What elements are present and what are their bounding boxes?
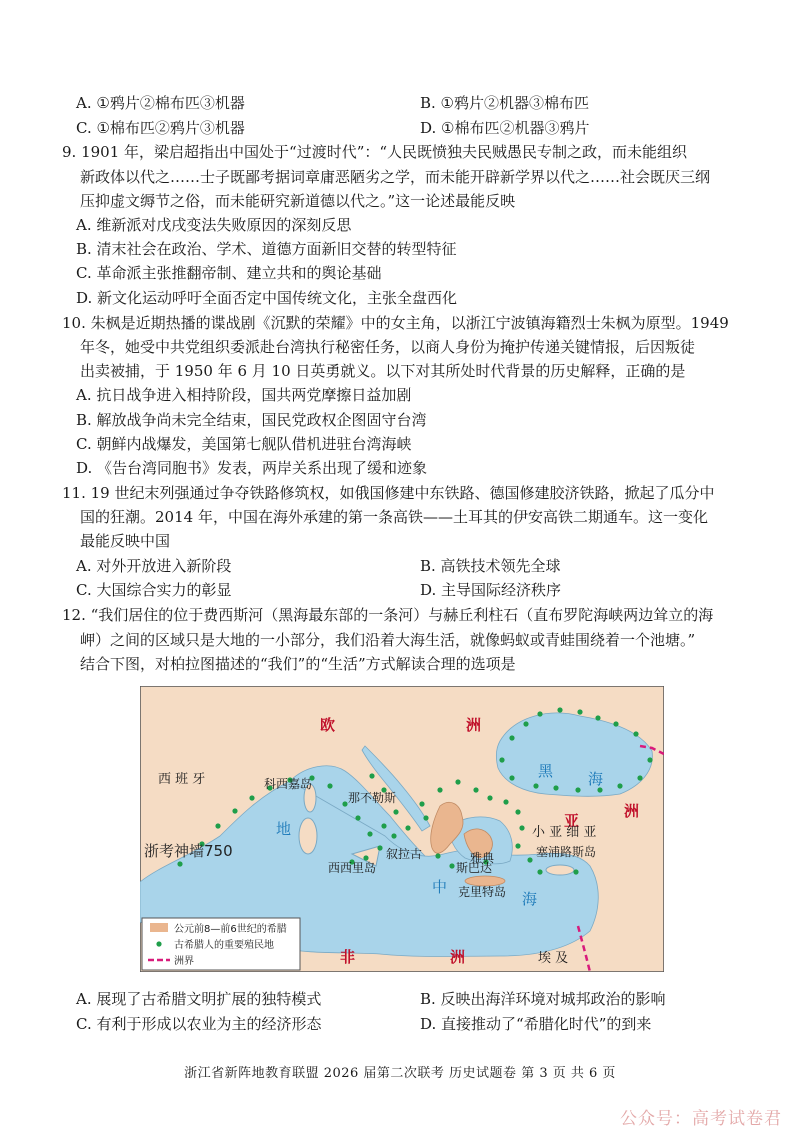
q9-option-b: B. 清末社会在政治、学术、道德方面新旧交替的转型特征 (76, 240, 457, 258)
q10-stem-line-3: 出卖被捕，于 1950 年 6 月 10 日英勇就义。以下对其所处时代背景的历史解释，正确的是 (80, 362, 686, 380)
label-africa-2: 洲 (450, 948, 466, 966)
q12-option-d: D. 直接推动了“希腊化时代”的到来 (420, 1015, 652, 1033)
sardinia-shape (299, 818, 317, 854)
label-black-sea-1: 黑 (538, 762, 554, 780)
q10-option-a: A. 抗日战争进入相持阶段，国共两党摩擦日益加剧 (76, 386, 412, 404)
label-athens: 雅典 (470, 851, 495, 865)
label-egypt: 埃 及 (538, 951, 569, 966)
q11-option-b: B. 高铁技术领先全球 (420, 557, 561, 575)
label-sicily: 西西里岛 (328, 861, 377, 875)
label-sea-zhong: 中 (432, 878, 448, 896)
page-footer: 浙江省新阵地教育联盟 2026 届第二次联考 历史试题卷 第 3 页 共 6 页 (184, 1066, 616, 1081)
label-asia-1: 亚 (564, 812, 580, 830)
label-europe-1: 欧 (320, 716, 336, 734)
label-naples: 那不勒斯 (348, 791, 397, 805)
mediterranean-colonies-map (140, 686, 664, 972)
q10-option-c: C. 朝鲜内战爆发，美国第七舰队借机进驻台湾海峡 (76, 435, 412, 453)
stamp-text: 浙考神墙750 (144, 842, 233, 860)
cyprus-shape (546, 865, 574, 875)
q10-option-b: B. 解放战争尚未完全结束，国民党政权企图固守台湾 (76, 411, 427, 429)
q12-option-b: B. 反映出海洋环境对城邦政治的影响 (420, 990, 666, 1008)
watermark-text: 公众号：高考试卷君 (620, 1109, 782, 1129)
q11-option-c: C. 大国综合实力的彰显 (76, 581, 232, 599)
label-syracuse: 叙拉古 (386, 847, 423, 861)
q11-option-d: D. 主导国际经济秩序 (420, 581, 562, 599)
label-cyprus: 塞浦路斯岛 (536, 845, 597, 859)
q12-option-c: C. 有利于形成以农业为主的经济形态 (76, 1015, 322, 1033)
legend-greece-swatch (150, 923, 168, 932)
q9-option-a: A. 维新派对戊戌变法失败原因的深刻反思 (76, 216, 352, 234)
legend-colony-dot (156, 941, 161, 946)
q11-stem-line-2: 国的狂潮。2014 年，中国在海外承建的第一条高铁——土耳其的伊安高铁二期通车。这一变化 (80, 508, 708, 526)
label-corsica: 科西嘉岛 (264, 777, 313, 791)
q11-option-a: A. 对外开放进入新阶段 (76, 557, 232, 575)
label-sea-di: 地 (276, 820, 292, 838)
q10-stem-line-1: 10. 朱枫是近期热播的谍战剧《沉默的荣耀》中的女主角，以浙江宁波镇海籍烈士朱枫为原型。1949 (62, 314, 729, 332)
q8-option-d: D. ①棉布匹②机器③鸦片 (420, 119, 590, 137)
q12-option-a: A. 展现了古希腊文明扩展的独特模式 (76, 990, 322, 1008)
q8-option-a: A. ①鸦片②棉布匹③机器 (76, 94, 245, 112)
legend-colonies-label: 古希腊人的重要殖民地 (174, 940, 274, 951)
label-asia-minor: 小 亚 细 亚 (532, 825, 597, 840)
q8-option-c: C. ①棉布匹②鸦片③机器 (76, 119, 245, 137)
q9-stem-line-1: 9. 1901 年，梁启超指出中国处于“过渡时代”：“人民既愤独夫民贼愚民专制之政，而未能组织 (62, 143, 688, 161)
label-spain: 西 班 牙 (158, 772, 206, 787)
q9-option-d: D. 新文化运动呼吁全面否定中国传统文化，主张全盘西化 (76, 289, 458, 307)
q10-stem-line-2: 年冬，她受中共党组织委派赴台湾执行秘密任务，以商人身份为掩护传递关键情报，后因叛徒 (80, 338, 696, 356)
label-africa-1: 非 (340, 948, 356, 966)
q11-stem-line-1: 11. 19 世纪末列强通过争夺铁路修筑权，如俄国修建中东铁路、德国修建胶济铁路，掀起了瓜分中 (62, 484, 715, 502)
label-sea-hai: 海 (522, 890, 538, 908)
q10-option-d: D. 《告台湾同胞书》发表，两岸关系出现了缓和迹象 (76, 459, 428, 477)
q8-option-b: B. ①鸦片②机器③棉布匹 (420, 94, 590, 112)
label-asia-2: 洲 (624, 802, 640, 820)
q11-stem-line-3: 最能反映中国 (80, 532, 171, 550)
label-black-sea-2: 海 (588, 770, 604, 788)
label-crete: 克里特岛 (458, 885, 507, 899)
q9-option-c: C. 革命派主张推翻帝制、建立共和的舆论基础 (76, 264, 382, 282)
label-europe-2: 洲 (466, 716, 482, 734)
q12-stem-line-3: 结合下图，对柏拉图描述的“我们”的“生活”方式解读合理的选项是 (80, 655, 516, 673)
legend-greece-label: 公元前8—前6世纪的希腊 (174, 924, 287, 935)
q9-stem-line-2: 新政体以代之……士子既鄙考据词章庸恶陋劣之学，而未能开辟新学界以代之……社会既厌三纲 (80, 168, 711, 186)
q12-stem-line-1: 12. “我们居住的位于费西斯河（黑海最东部的一条河）与赫丘利柱石（直布罗陀海峡两边耸立的海 (62, 606, 714, 624)
label-sparta: 斯巴达 (456, 861, 493, 875)
q12-stem-line-2: 岬）之间的区域只是大地的一小部分，我们沿着大海生活，就像蚂蚁或青蛙围绕着一个池塘。” (80, 631, 696, 649)
q9-stem-line-3: 压抑虚文缛节之俗，而未能研究新道德以代之。”这一论述最能反映 (80, 192, 516, 210)
legend-border-label: 洲界 (174, 956, 194, 967)
